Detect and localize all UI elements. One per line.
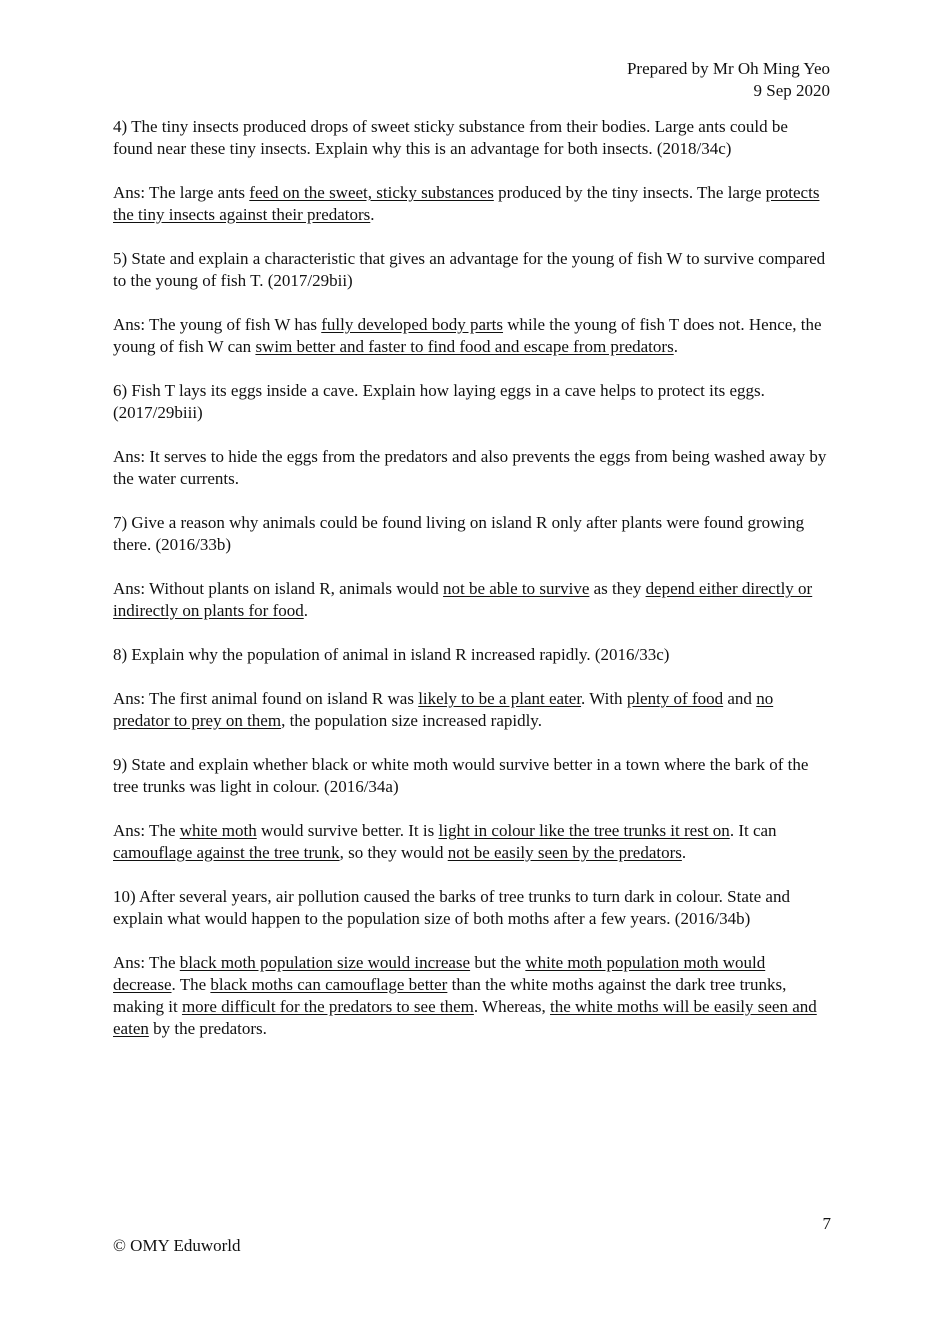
text-segment: 7) Give a reason why animals could be found living on island R only after plants were found growing there. (2016/33b)	[113, 513, 805, 554]
text-segment: .	[303, 601, 308, 620]
question-text	[113, 248, 831, 292]
text-segment: Ans: The first animal found on island R was	[113, 689, 419, 708]
answer-text	[113, 446, 831, 490]
page-number: 7	[822, 1214, 831, 1233]
text-segment: would survive better. It is	[256, 821, 439, 840]
underlined-key-phrase: white moth	[179, 821, 257, 840]
text-segment: Ans: The large ants	[113, 183, 250, 202]
text-segment: 4) The tiny insects produced drops of sweet sticky substance from their bodies. Large ants could be found near these tiny insects. Explain why this is an advantage for both insects. (2018/34c)	[113, 117, 788, 158]
text-segment: 5) State and explain a characteristic that gives an advantage for the young of fish W to survive compared to the young of fish T. (2017/29bii)	[113, 249, 826, 290]
header-date: 9 Sep 2020	[753, 81, 830, 100]
text-segment: Ans: The	[113, 953, 180, 972]
text-segment: Ans: Without plants on island R, animals would	[113, 579, 444, 598]
underlined-key-phrase: plenty of food	[626, 689, 724, 708]
text-segment: .	[673, 337, 678, 356]
question-text	[113, 512, 831, 556]
answer-text	[113, 578, 831, 622]
text-segment: 8) Explain why the population of animal in island R increased rapidly. (2016/33c)	[113, 645, 670, 664]
underlined-key-phrase: black moth population size would increase	[179, 953, 471, 972]
text-segment: and	[723, 689, 757, 708]
underlined-key-phrase: more difficult for the predators to see them	[181, 997, 474, 1016]
prepared-by: Prepared by Mr Oh Ming Yeo	[626, 59, 830, 78]
underlined-key-phrase: feed on the sweet, sticky substances	[249, 183, 494, 202]
text-segment: by the predators.	[148, 1019, 267, 1038]
underlined-key-phrase: camouflage against the tree trunk	[113, 843, 340, 862]
underlined-key-phrase: not be easily seen by the predators	[447, 843, 682, 862]
page-header	[627, 58, 830, 102]
question-text	[113, 644, 831, 666]
answer-text	[113, 182, 831, 226]
text-segment: , so they would	[339, 843, 448, 862]
underlined-key-phrase: white moth population moth would decrease	[113, 953, 766, 994]
text-segment: Ans: The	[113, 821, 180, 840]
underlined-key-phrase: likely to be a plant eater	[418, 689, 582, 708]
text-segment: . The	[171, 975, 211, 994]
text-segment: while the young of fish T does not. Hence, the young of fish W can	[113, 315, 822, 356]
text-segment: 6) Fish T lays its eggs inside a cave. Explain how laying eggs in a cave helps to protect its eggs. (2017/29biii)	[113, 381, 765, 422]
underlined-key-phrase: black moths can camouflage better	[210, 975, 448, 994]
footer-copyright: © OMY Eduworld	[113, 1236, 241, 1255]
text-segment: Ans: The young of fish W has	[113, 315, 322, 334]
question-text	[113, 116, 831, 160]
text-segment: Ans: It serves to hide the eggs from the predators and also prevents the eggs from being washed away by the water currents.	[113, 447, 827, 488]
text-segment: .	[370, 205, 375, 224]
question-text	[113, 754, 831, 798]
underlined-key-phrase: light in colour like the tree trunks it rest on	[438, 821, 730, 840]
text-segment: .	[681, 843, 687, 862]
text-segment: 9) State and explain whether black or white moth would survive better in a town where the bark of the tree trunks was light in colour. (2016/34a)	[113, 755, 809, 796]
underlined-key-phrase: not be able to survive	[443, 579, 590, 598]
text-segment: but the	[470, 953, 526, 972]
text-segment: . Whereas,	[473, 997, 551, 1016]
text-segment: than the white moths against the dark tree trunks, making it	[113, 975, 787, 1016]
text-segment: 10) After several years, air pollution caused the barks of tree trunks to turn dark in colour. State and explain what would happen to the population size of both moths after a few years. (2016/34b)	[113, 887, 790, 928]
text-segment: . With	[581, 689, 627, 708]
underlined-key-phrase: swim better and faster to find food and escape from predators	[255, 337, 674, 356]
text-segment: as they	[589, 579, 646, 598]
underlined-key-phrase: no predator to prey on them	[113, 689, 774, 730]
question-text	[113, 380, 831, 424]
text-segment: . It can	[729, 821, 777, 840]
text-segment: , the population size increased rapidly.	[281, 711, 542, 730]
answer-text	[113, 688, 831, 732]
qa-list	[113, 116, 831, 1062]
underlined-key-phrase: fully developed body parts	[321, 315, 504, 334]
answer-text	[113, 820, 831, 864]
answer-text	[113, 952, 831, 1040]
underlined-key-phrase: protects the tiny insects against their predators	[113, 183, 820, 224]
question-text	[113, 886, 831, 930]
underlined-key-phrase: the white moths will be easily seen and eaten	[113, 997, 817, 1038]
underlined-key-phrase: depend either directly or indirectly on plants for food	[113, 579, 813, 620]
answer-text	[113, 314, 831, 358]
text-segment: produced by the tiny insects. The large	[493, 183, 766, 202]
